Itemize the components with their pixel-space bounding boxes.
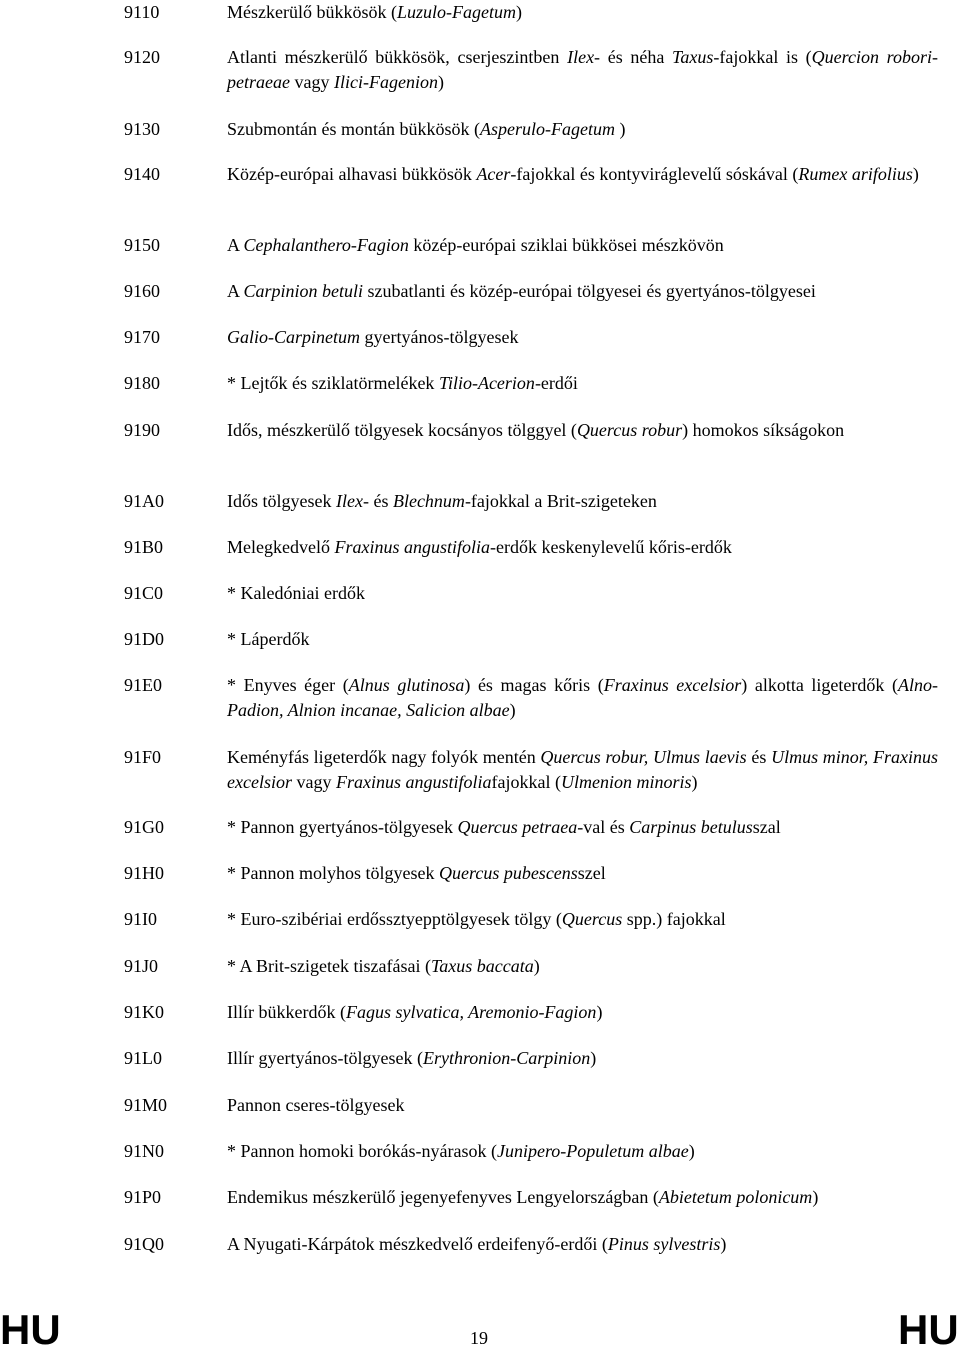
habitat-code: 9140 <box>124 164 160 184</box>
species-name: Carpinus betulus <box>629 817 753 837</box>
habitat-description <box>227 745 938 794</box>
description-text: * Kaledóniai erdők <box>227 583 365 603</box>
species-name: Blechnum <box>392 491 465 511</box>
description-text: és <box>746 747 772 767</box>
species-name: Quercion robori-petraeae <box>227 47 938 92</box>
description-text: A <box>227 281 244 301</box>
habitat-code: 91F0 <box>124 747 162 767</box>
description-text: ) <box>912 164 919 184</box>
species-name: Tilio-Acerion <box>438 373 535 393</box>
description-text: Szubmontán és montán bükkösök ( <box>227 119 480 139</box>
description-text: Idős, mészkerülő tölgyesek kocsányos tölggyel ( <box>227 420 577 440</box>
habitat-description <box>227 117 938 142</box>
description-text: vagy <box>289 71 334 92</box>
description-text: vagy <box>291 771 336 792</box>
species-name: Alno-Padion, Alnion incanae, Salicion albae <box>227 675 938 720</box>
species-name: Quercus robur, Ulmus laevis <box>540 747 747 767</box>
habitat-code: 91G0 <box>124 817 164 837</box>
species-name: Ulmus minor, Fraxinus excelsior <box>227 747 939 792</box>
species-name: Ulmenion minoris <box>560 771 692 792</box>
description-text: -fajokkal és kontyviráglevelű sóskával ( <box>510 164 799 184</box>
habitat-description <box>227 162 938 187</box>
description-text: * Lejtők és sziklatörmelékek <box>227 373 439 393</box>
description-text: ) <box>437 71 444 92</box>
language-code-left: HU <box>0 1306 61 1353</box>
description-text: Keményfás ligeterdők nagy folyók mentén <box>227 747 541 767</box>
habitat-description <box>227 535 938 560</box>
description-text: ) <box>720 1234 727 1254</box>
description-text: ) <box>533 956 540 976</box>
habitat-code: 9130 <box>124 119 160 139</box>
habitat-description <box>227 1185 938 1210</box>
description-text: * Pannon homoki borókás-nyárasok ( <box>227 1141 497 1161</box>
habitat-code: 9150 <box>124 235 160 255</box>
description-text: közép-európai sziklai bükkösei mészkövön <box>408 235 724 255</box>
description-text: -fajokkal a Brit-szigeteken <box>464 491 657 511</box>
species-name: Alnus glutinosa <box>348 675 465 695</box>
habitat-description <box>227 1000 938 1025</box>
habitat-code: 91K0 <box>124 1002 164 1022</box>
habitat-code: 91C0 <box>124 583 164 603</box>
description-text: Atlanti mészkerülő bükkösök, cserjeszintben <box>227 47 568 67</box>
description-text: Idős tölgyesek <box>227 491 336 511</box>
habitat-description <box>227 907 938 932</box>
habitat-description <box>227 489 938 514</box>
habitat-description <box>227 581 938 606</box>
description-text: * Pannon molyhos tölgyesek <box>227 863 439 883</box>
description-text: szel <box>577 863 606 883</box>
species-name: Fraxinus excelsior <box>603 675 742 695</box>
description-text: gyertyános-tölgyesek <box>360 327 519 347</box>
description-text: ) <box>509 699 516 720</box>
description-text: és <box>368 491 393 511</box>
habitat-description <box>227 861 938 886</box>
species-name: Erythronion-Carpinion <box>422 1048 591 1068</box>
habitat-description <box>227 233 938 258</box>
habitat-code: 91I0 <box>124 909 157 929</box>
habitat-code: 9110 <box>124 2 160 22</box>
habitat-description <box>227 815 938 840</box>
description-text: ) <box>614 119 626 139</box>
habitat-code: 91P0 <box>124 1187 162 1207</box>
habitat-description <box>227 279 938 304</box>
habitat-description <box>227 1093 938 1118</box>
description-text: ) és magas kőris ( <box>464 675 604 695</box>
description-text: Melegkedvelő <box>227 537 335 557</box>
description-text: -erdők keskenylevelű kőris-erdők <box>489 537 732 557</box>
habitat-description <box>227 673 938 722</box>
species-name: Fagus sylvatica, Aremonio-Fagion <box>345 1002 597 1022</box>
description-text: -fajokkal is ( <box>713 47 812 67</box>
description-text: fajokkal ( <box>491 771 561 792</box>
habitat-code: 91A0 <box>124 491 164 511</box>
species-name: Galio-Carpinetum <box>227 327 360 347</box>
description-text: szal <box>752 817 781 837</box>
description-text: Közép-európai alhavasi bükkösök <box>227 164 477 184</box>
species-name: Quercus petraea <box>457 817 578 837</box>
description-text: ) alkotta ligeterdők ( <box>741 675 898 695</box>
habitat-code: 91L0 <box>124 1048 162 1068</box>
habitat-code: 9170 <box>124 327 160 347</box>
habitat-code: 91B0 <box>124 537 164 557</box>
species-name: Quercus <box>561 909 623 929</box>
description-text: ) <box>596 1002 603 1022</box>
species-name: Fraxinus angustifolia <box>334 537 490 557</box>
description-text: ) <box>691 771 698 792</box>
species-name: Quercus pubescens <box>439 863 578 883</box>
description-text: és néha <box>600 47 673 67</box>
species-name: Abietetum polonicum <box>658 1187 813 1207</box>
description-text: -val és <box>577 817 630 837</box>
description-text: ) homokos síkságokon <box>682 420 845 440</box>
habitat-description <box>227 1139 938 1164</box>
description-text: ) <box>812 1187 819 1207</box>
habitat-code: 9120 <box>124 47 160 67</box>
species-name: Ilex- <box>335 491 369 511</box>
species-name: Luzulo-Fagetum <box>396 2 516 22</box>
species-name: Taxus <box>672 47 714 67</box>
description-text: szubatlanti és közép-európai tölgyesei és gyertyános-tölgyesei <box>363 281 816 301</box>
habitat-code: 91E0 <box>124 675 162 695</box>
description-text: * Euro-szibériai erdőssztyepptölgyesek tölgy ( <box>227 909 562 929</box>
species-name: Asperulo-Fagetum <box>479 119 615 139</box>
habitat-code: 91Q0 <box>124 1234 164 1254</box>
habitat-code: 9160 <box>124 281 160 301</box>
description-text: A Nyugati-Kárpátok mészkedvelő erdeifenyő-erdői ( <box>227 1234 608 1254</box>
species-name: Fraxinus angustifolia <box>335 771 492 792</box>
habitat-description <box>227 45 938 94</box>
description-text: Illír gyertyános-tölgyesek ( <box>227 1048 423 1068</box>
description-text: Mészkerülő bükkösök ( <box>227 2 397 22</box>
description-text: Illír bükkerdők ( <box>227 1002 346 1022</box>
habitat-code: 9180 <box>124 373 160 393</box>
species-name: Taxus baccata <box>430 956 534 976</box>
description-text: ) <box>688 1141 695 1161</box>
habitat-code: 9190 <box>124 420 160 440</box>
language-code-right: HU <box>898 1306 959 1353</box>
description-text: Endemikus mészkerülő jegenyefenyves Lengyelországban ( <box>227 1187 659 1207</box>
habitat-code: 91N0 <box>124 1141 164 1161</box>
habitat-description <box>227 1232 938 1257</box>
species-name: Acer <box>476 164 511 184</box>
description-text: * Enyves éger ( <box>227 675 349 695</box>
description-text: * Pannon gyertyános-tölgyesek <box>227 817 458 837</box>
species-name: Rumex arifolius <box>798 164 913 184</box>
description-text: Pannon cseres-tölgyesek <box>227 1095 405 1115</box>
description-text: * Láperdők <box>227 629 310 649</box>
species-name: Cephalanthero-Fagion <box>243 235 409 255</box>
habitat-description <box>227 371 938 396</box>
habitat-description <box>227 954 938 979</box>
habitat-description <box>227 1046 938 1071</box>
description-text: -erdői <box>534 373 578 393</box>
description-text: A <box>227 235 244 255</box>
habitat-description <box>227 325 938 350</box>
species-name: Ilex- <box>567 47 601 67</box>
species-name: Junipero-Populetum albae <box>496 1141 689 1161</box>
species-name: Pinus sylvestris <box>607 1234 721 1254</box>
description-text: ) <box>590 1048 597 1068</box>
description-text: spp.) fajokkal <box>622 909 726 929</box>
habitat-description <box>227 0 938 25</box>
species-name: Quercus robur <box>576 420 683 440</box>
habitat-code: 91D0 <box>124 629 164 649</box>
habitat-code: 91J0 <box>124 956 159 976</box>
page-number: 19 <box>470 1328 488 1348</box>
species-name: Ilici-Fagenion <box>333 71 438 92</box>
habitat-code: 91M0 <box>124 1095 168 1115</box>
description-text: * A Brit-szigetek tiszafásai ( <box>227 956 431 976</box>
habitat-description <box>227 627 938 652</box>
habitat-code: 91H0 <box>124 863 164 883</box>
habitat-description <box>227 418 938 443</box>
species-name: Carpinion betuli <box>243 281 364 301</box>
description-text: ) <box>515 2 522 22</box>
